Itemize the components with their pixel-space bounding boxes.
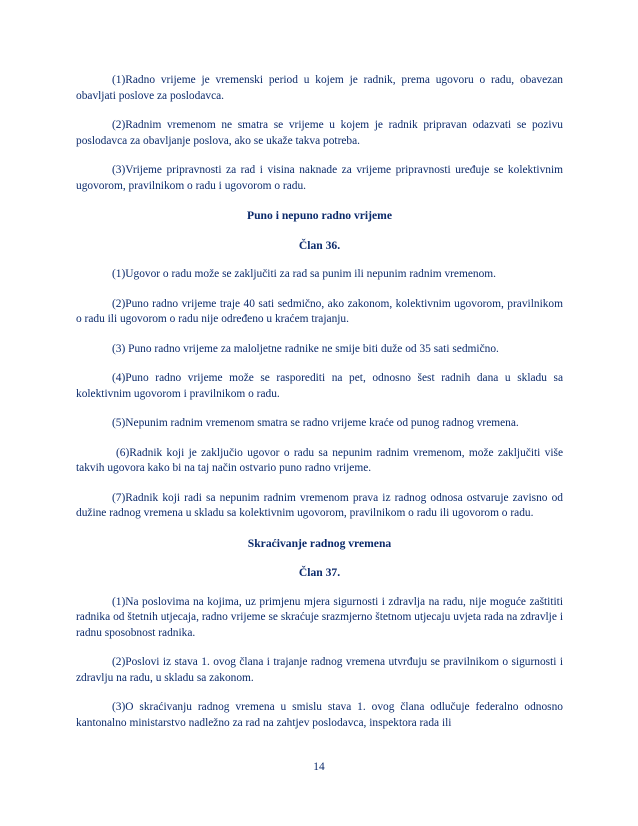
- paragraph: (7)Radnik koji radi sa nepunim radnim vremenom prava iz radnog odnosa ostvaruje zavisno od dužine radnog vremena u skladu sa kolektivnim ugovorom, pravilnikom o radu ili ugovorom o radu.: [76, 491, 563, 519]
- paragraph: (1)Ugovor o radu može se zaključiti za rad sa punim ili nepunim radnim vremenom.: [112, 268, 497, 280]
- paragraph: (1)Na poslovima na kojima, uz primjenu mjera sigurnosti i zdravlja na radu, nije moguće zaštititi radnika od štetnih utjecaja, radno vrijeme se skraćuje srazmjerno štetnom utjecaju uvjeta rada na zdravlje i radnu sposobnost radnika.: [76, 595, 563, 639]
- paragraph: (6)Radnik koji je zaključio ugovor o radu sa nepunim radnim vremenom, može zaključiti više takvih ugovora kako bi na taj način ostvario puno radno vrijeme.: [76, 446, 563, 474]
- paragraph: (2)Puno radno vrijeme traje 40 sati sedmično, ako zakonom, kolektivnim ugovorom, pravilnikom o radu ili ugovorom o radu nije određeno u kraćem trajanju.: [76, 297, 563, 325]
- paragraph: (3)Vrijeme pripravnosti za rad i visina naknade za vrijeme pripravnosti uređuje se kolektivnim ugovorom, pravilnikom o radu i ugovorom o radu.: [76, 164, 563, 192]
- section-title: Skraćivanje radnog vremena: [247, 536, 392, 550]
- article-heading: Član 36.: [298, 238, 341, 252]
- paragraph: (3)O skraćivanju radnog vremena u smislu stava 1. ovog člana odlučuje federalno odnosno kantonalno ministarstvo nadležno za rad na zahtjev poslodavca, inspektora rada ili: [76, 701, 563, 729]
- paragraph: (1)Radno vrijeme je vremenski period u kojem je radnik, prema ugovoru o radu, obavezan obavljati poslove za poslodavca.: [76, 74, 563, 102]
- page-content: [76, 73, 563, 745]
- paragraph: (3) Puno radno vrijeme za maloljetne radnike ne smije biti duže od 35 sati sedmično.: [112, 342, 499, 355]
- section-title: Puno i nepuno radno vrijeme: [247, 209, 392, 222]
- paragraph: (4)Puno radno vrijeme može se rasporediti na pet, odnosno šest radnih dana u skladu sa kolektivnim ugovorom i pravilnikom o radu.: [76, 372, 563, 400]
- paragraph: (2)Radnim vremenom ne smatra se vrijeme u kojem je radnik pripravan odazvati se pozivu poslodavca za obavljanje poslova, ako se ukaže takva potreba.: [76, 119, 563, 147]
- page-number: 14: [313, 761, 325, 773]
- article-heading: Član 37.: [298, 566, 341, 579]
- paragraph: (2)Poslovi iz stava 1. ovog člana i trajanje radnog vremena utvrđuju se pravilnikom o sigurnosti i zdravlju na radu, u skladu sa zakonom.: [76, 656, 563, 684]
- paragraph: (5)Nepunim radnim vremenom smatra se radno vrijeme kraće od punog radnog vremena.: [112, 417, 519, 429]
